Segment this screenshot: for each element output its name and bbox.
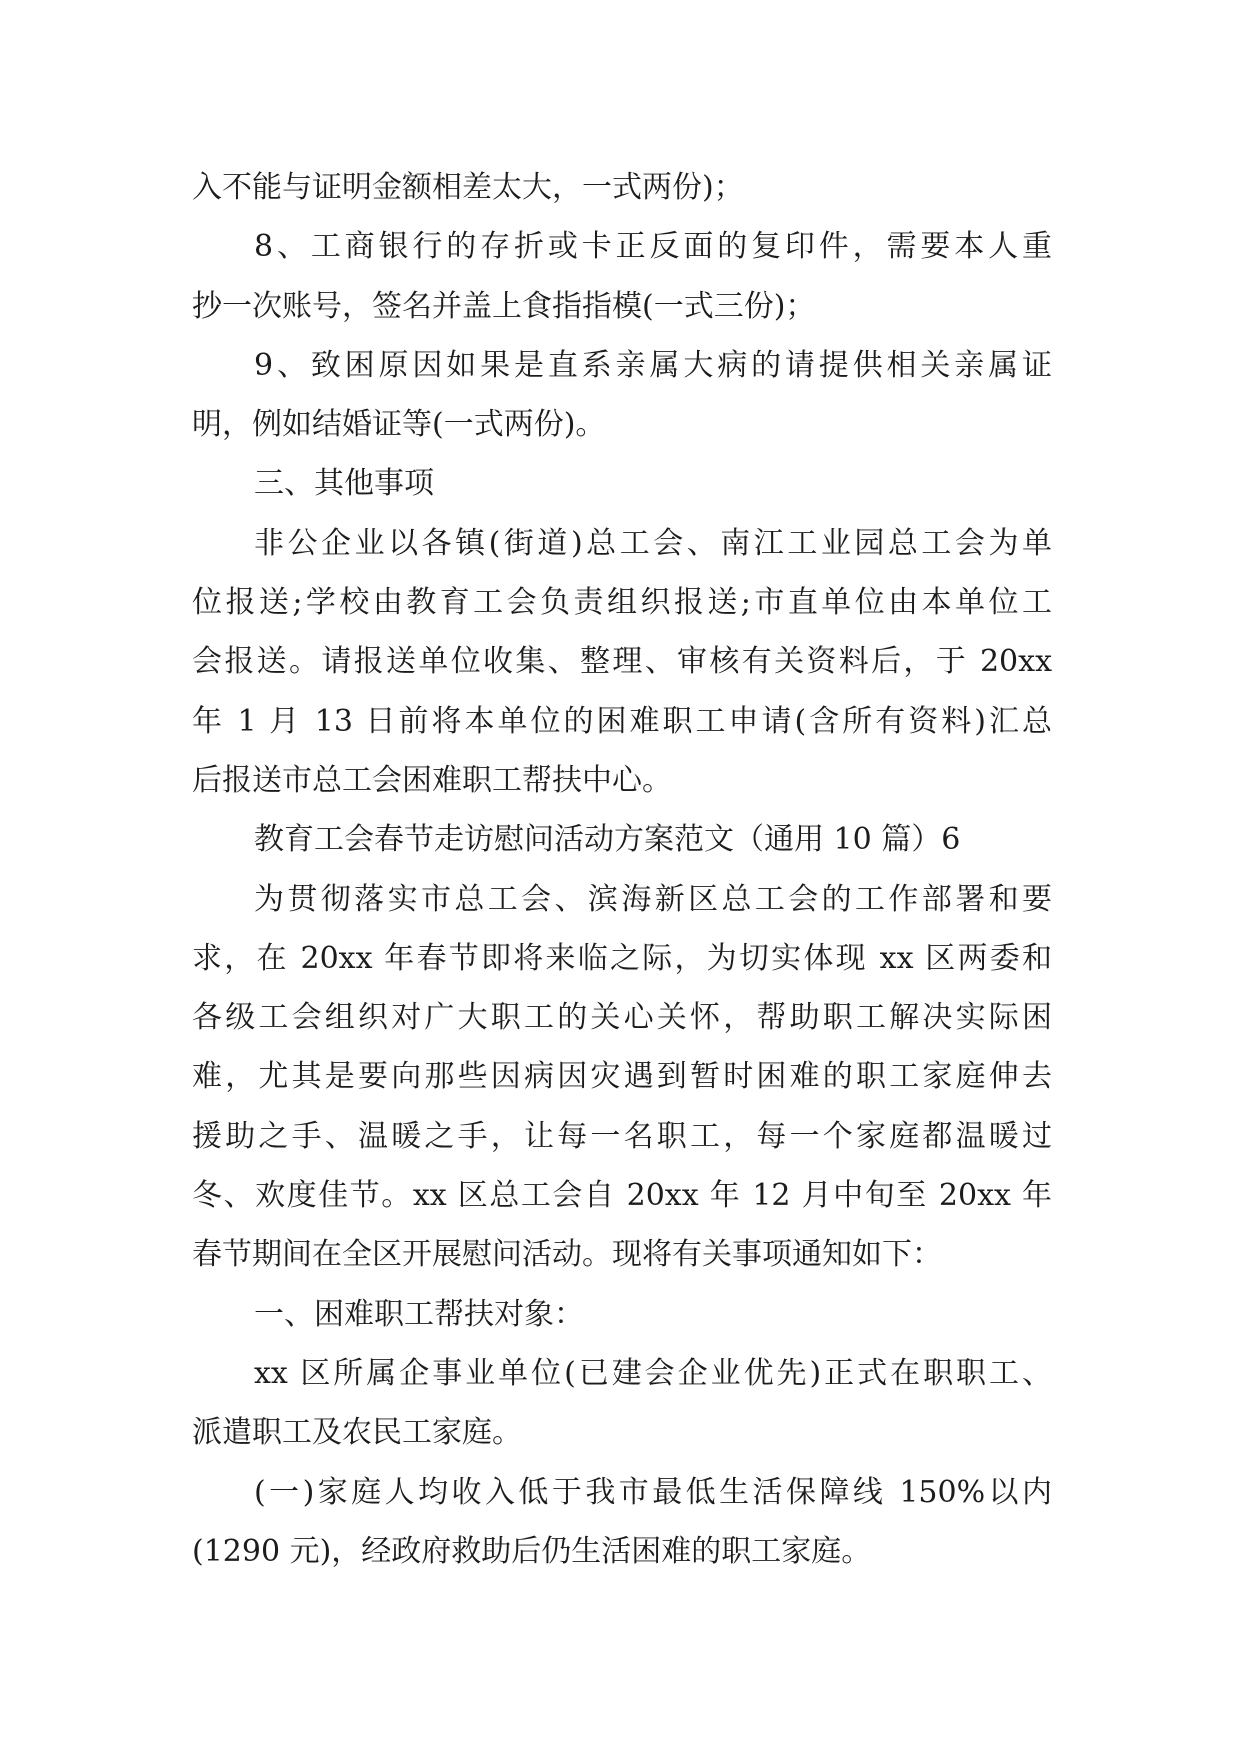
text-line: 后报送市总工会困难职工帮扶中心。 <box>192 762 672 798</box>
text-line: 援助之手、温暖之手，让每一名职工，每一个家庭都温暖过 <box>192 1118 1052 1154</box>
text-line: 8、工商银行的存折或卡正反面的复印件，需要本人重 <box>254 229 1052 265</box>
document-title-line: 教育工会春节走访慰问活动方案范文（通用 10 篇）6 <box>254 822 961 858</box>
text-line: 9、致困原因如果是直系亲属大病的请提供相关亲属证 <box>254 347 1052 383</box>
text-line: (1290 元)，经政府救助后仍生活困难的职工家庭。 <box>192 1533 872 1569</box>
text-line: 会报送。请报送单位收集、整理、审核有关资料后，于 20xx <box>192 644 1052 680</box>
text-line: 非公企业以各镇(街道)总工会、南江工业园总工会为单 <box>254 525 1052 561</box>
text-line: 为贯彻落实市总工会、滨海新区总工会的工作部署和要 <box>254 881 1052 917</box>
text-line: 位报送;学校由教育工会负责组织报送;市直单位由本单位工 <box>192 585 1052 621</box>
text-line: 难，尤其是要向那些因病因灾遇到暂时困难的职工家庭伸去 <box>192 1059 1052 1095</box>
text-line: 明，例如结婚证等(一式两份)。 <box>192 407 606 443</box>
document-body <box>192 158 1052 1581</box>
text-line: 派遣职工及农民工家庭。 <box>192 1415 522 1451</box>
text-line: (一)家庭人均收入低于我市最低生活保障线 150%以内 <box>254 1474 1052 1510</box>
text-line: 求，在 20xx 年春节即将来临之际，为切实体现 xx 区两委和 <box>192 940 1052 976</box>
text-line: 春节期间在全区开展慰问活动。现将有关事项通知如下： <box>192 1237 942 1273</box>
section-heading: 一、困难职工帮扶对象： <box>254 1296 584 1332</box>
section-heading: 三、其他事项 <box>254 466 434 502</box>
text-line: 年 1 月 13 日前将本单位的困难职工申请(含所有资料)汇总 <box>192 703 1052 739</box>
text-line: 入不能与证明金额相差太大，一式两份)； <box>192 170 744 205</box>
text-line: 抄一次账号，签名并盖上食指指模(一式三份)； <box>192 288 816 324</box>
text-line: xx 区所属企事业单位(已建会企业优先)正式在职职工、 <box>254 1355 1052 1391</box>
text-line: 各级工会组织对广大职工的关心关怀，帮助职工解决实际困 <box>192 1000 1052 1036</box>
text-line: 冬、欢度佳节。xx 区总工会自 20xx 年 12 月中旬至 20xx 年 <box>192 1178 1052 1214</box>
